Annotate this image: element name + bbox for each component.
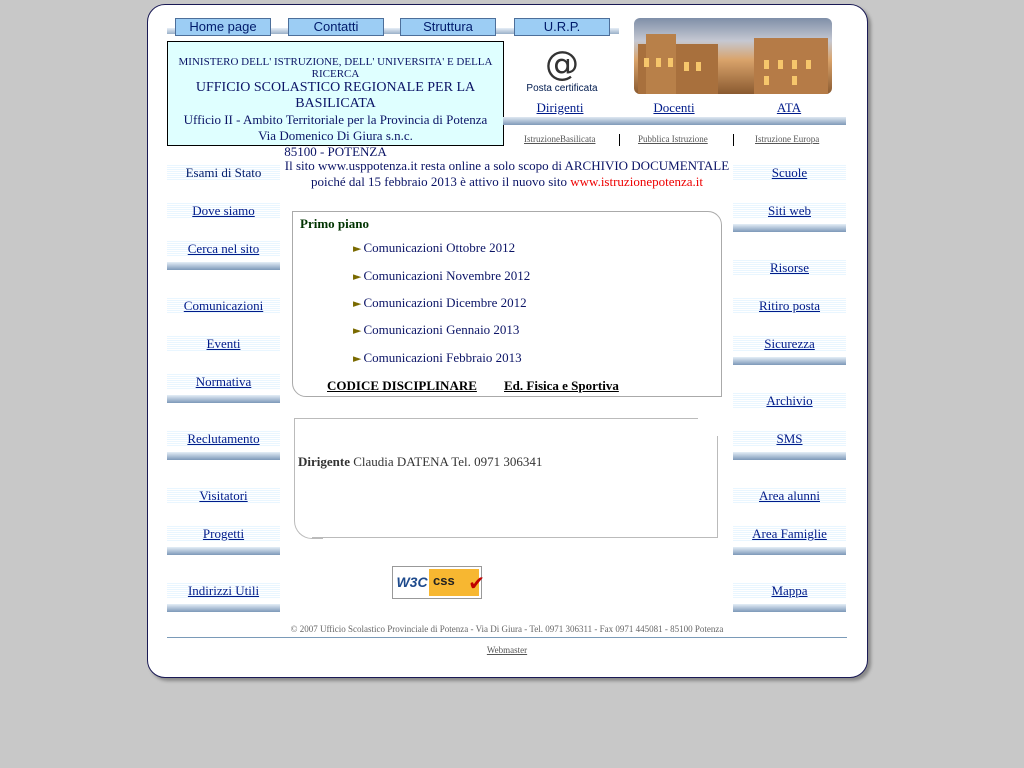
menu-siti-web[interactable]: Siti web — [733, 203, 846, 219]
menu-cerca-nel-sito[interactable]: Cerca nel sito — [167, 241, 280, 257]
news-item-label[interactable]: Comunicazioni Gennaio 2013 — [363, 322, 520, 337]
tab-struttura[interactable]: Struttura — [400, 18, 496, 36]
news-item-label[interactable]: Comunicazioni Novembre 2012 — [363, 268, 531, 283]
menu-normativa[interactable]: Normativa — [167, 374, 280, 390]
tab-urp[interactable]: U.R.P. — [514, 18, 610, 36]
ministry-name: MINISTERO DELL' ISTRUZIONE, DELL' UNIVERSITA' E DELLA RICERCA — [178, 56, 493, 80]
office-unit: Ufficio II - Ambito Territoriale per la Provincia di Potenza — [183, 112, 488, 127]
news-item-label[interactable]: Comunicazioni Ottobre 2012 — [363, 240, 516, 255]
menu-bar — [167, 452, 280, 460]
dirigente-value: Claudia DATENA Tel. 0971 306341 — [353, 454, 543, 469]
menu-esami-di-stato[interactable]: Esami di Stato — [167, 165, 280, 181]
archive-notice — [280, 158, 734, 190]
primo-piano-box — [292, 211, 722, 397]
link-pubblica-istruzione[interactable]: Pubblica Istruzione — [638, 134, 708, 144]
dirigente-label: Dirigente — [298, 454, 350, 469]
menu-bar — [733, 452, 846, 460]
news-item[interactable] — [353, 240, 515, 256]
menu-indirizzi-utili[interactable]: Indirizzi Utili — [167, 583, 280, 599]
box-corner — [294, 508, 323, 539]
tab-contatti[interactable]: Contatti — [288, 18, 384, 36]
menu-scuole[interactable]: Scuole — [733, 165, 846, 181]
menu-bar — [733, 604, 846, 612]
dirigente-info — [298, 454, 542, 470]
menu-bar — [167, 395, 280, 403]
separator — [619, 134, 620, 146]
menu-dirigenti[interactable]: Dirigenti — [536, 100, 584, 115]
box-border — [312, 537, 718, 538]
menu-sicurezza[interactable]: Sicurezza — [733, 336, 846, 352]
menu-area-alunni[interactable]: Area alunni — [733, 488, 846, 504]
css-label — [429, 569, 485, 596]
at-sign-icon[interactable]: @ — [545, 44, 579, 84]
arrow-right-icon: ► — [353, 242, 362, 255]
office-info-box — [167, 41, 504, 159]
office-street: Via Domenico Di Giura s.n.c. — [258, 128, 413, 143]
menu-bar — [167, 262, 280, 270]
arrow-right-icon: ► — [353, 297, 362, 310]
css-text: css — [433, 573, 455, 588]
menu-bar — [733, 357, 846, 365]
staff-menu-bar — [503, 117, 846, 125]
menu-archivio[interactable]: Archivio — [733, 393, 846, 409]
separator — [733, 134, 734, 146]
menu-bar — [167, 547, 280, 555]
external-links — [503, 134, 846, 148]
office-city: 85100 - POTENZA — [284, 144, 387, 159]
footer-text: © 2007 Ufficio Scolastico Provinciale di Potenza - Via Di Giura - Tel. 0971 306311 - Fax 0971 445081 - 85100 Potenza — [290, 624, 724, 634]
link-istruzione-basilicata[interactable]: IstruzioneBasilicata — [524, 134, 596, 144]
menu-visitatori[interactable]: Visitatori — [167, 488, 280, 504]
menu-docenti[interactable]: Docenti — [653, 100, 695, 115]
menu-progetti[interactable]: Progetti — [167, 526, 280, 542]
ed-fisica-link[interactable]: Ed. Fisica e Sportiva — [504, 378, 619, 393]
arrow-right-icon: ► — [353, 324, 362, 337]
link-istruzione-europa[interactable]: Istruzione Europa — [755, 134, 820, 144]
news-item[interactable] — [353, 322, 519, 338]
menu-bar — [733, 547, 846, 555]
arrow-right-icon: ► — [353, 352, 362, 365]
arrow-right-icon: ► — [353, 270, 362, 283]
notice-line-1: Il sito www.usppotenza.it resta online a solo scopo di ARCHIVIO DOCUMENTALE — [284, 158, 730, 173]
menu-sms[interactable]: SMS — [733, 431, 846, 447]
checkmark-icon: ✔ — [468, 571, 485, 595]
notice-line-2 — [280, 174, 734, 190]
primo-piano-title: Primo piano — [300, 216, 369, 231]
w3c-logo: W3C — [396, 574, 428, 590]
menu-eventi[interactable]: Eventi — [167, 336, 280, 352]
menu-ata[interactable]: ATA — [776, 100, 802, 115]
w3c-css-badge[interactable] — [392, 566, 485, 599]
dirigente-box — [294, 418, 718, 537]
menu-mappa[interactable]: Mappa — [733, 583, 846, 599]
box-border — [294, 418, 295, 518]
top-tab-bar — [167, 18, 619, 38]
box-border — [717, 436, 718, 537]
notice-text: poiché dal 15 febbraio 2013 è attivo il nuovo sito — [311, 174, 571, 189]
news-item[interactable] — [353, 295, 527, 311]
office-name: UFFICIO SCOLASTICO REGIONALE PER LA BASILICATA — [195, 80, 476, 111]
certified-email-link[interactable]: Posta certificata — [526, 83, 598, 94]
news-item-label[interactable]: Comunicazioni Dicembre 2012 — [363, 295, 527, 310]
box-border — [294, 418, 698, 419]
menu-risorse[interactable]: Risorse — [733, 260, 846, 276]
codice-disciplinare-link[interactable]: CODICE DISCIPLINARE — [327, 378, 477, 393]
menu-bar — [733, 224, 846, 232]
new-site-link[interactable]: www.istruzionepotenza.it — [570, 174, 703, 189]
footer-divider — [167, 637, 847, 638]
menu-ritiro-posta[interactable]: Ritiro posta — [733, 298, 846, 314]
news-item-label[interactable]: Comunicazioni Febbraio 2013 — [363, 350, 522, 365]
building-photo — [634, 18, 832, 94]
tab-home-page[interactable]: Home page — [175, 18, 271, 36]
menu-bar — [167, 604, 280, 612]
menu-comunicazioni[interactable]: Comunicazioni — [167, 298, 280, 314]
menu-area-famiglie[interactable]: Area Famiglie — [733, 526, 846, 542]
menu-reclutamento[interactable]: Reclutamento — [167, 431, 280, 447]
menu-dove-siamo[interactable]: Dove siamo — [167, 203, 280, 219]
webmaster-link[interactable]: Webmaster — [486, 645, 528, 655]
news-item[interactable] — [353, 268, 530, 284]
staff-menu — [503, 100, 846, 126]
news-item[interactable] — [353, 350, 522, 366]
